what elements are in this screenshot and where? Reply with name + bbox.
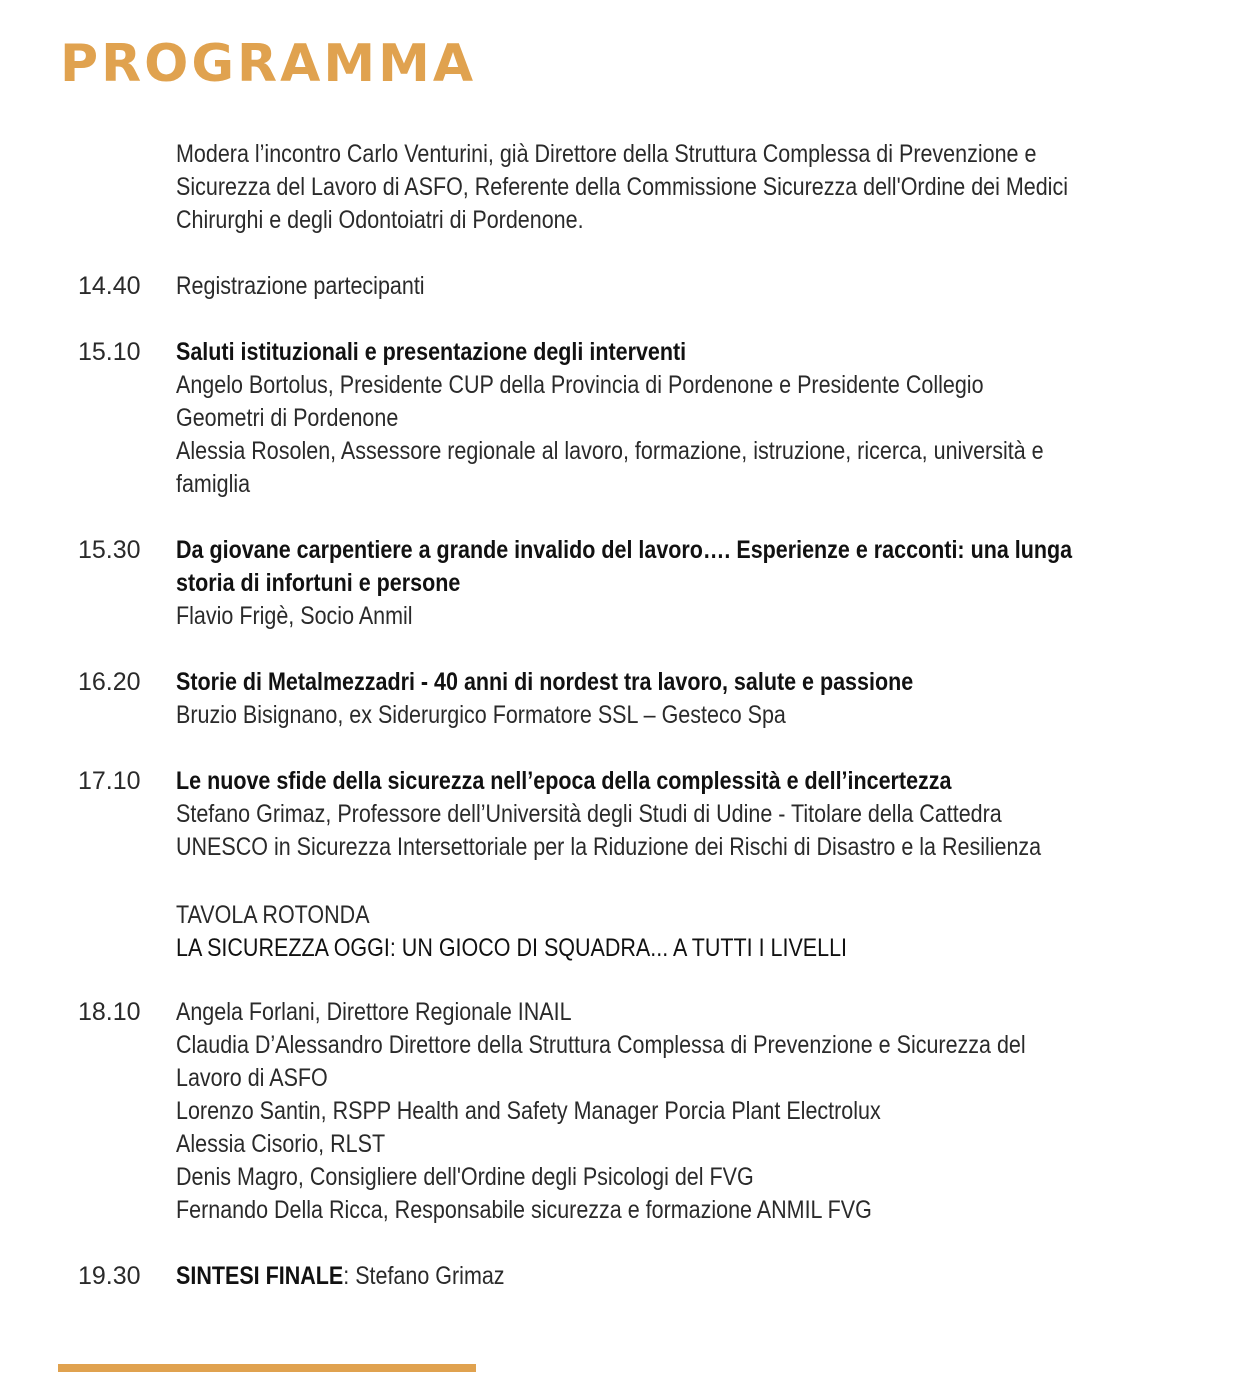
schedule-time: 18.10 (78, 998, 141, 1026)
closing-label: SINTESI FINALE (176, 1262, 344, 1290)
accent-divider (58, 1364, 476, 1372)
schedule-text: famiglia (176, 470, 251, 498)
schedule-text: Angelo Bortolus, Presidente CUP della Provincia di Pordenone e Presidente Collegio (176, 371, 984, 399)
schedule-text: Registrazione partecipanti (176, 272, 425, 300)
closing-text: : Stefano Grimaz (343, 1262, 505, 1290)
panelist: Claudia D’Alessandro Direttore della Struttura Complessa di Prevenzione e Sicurezza del (176, 1031, 1026, 1059)
schedule-time: 15.10 (78, 338, 141, 366)
round-table-heading (78, 899, 1198, 965)
schedule-time: 15.30 (78, 536, 141, 564)
panelist: Alessia Cisorio, RLST (176, 1130, 386, 1158)
page-title: PROGRAMMA (60, 34, 477, 94)
panelist: Lorenzo Santin, RSPP Health and Safety Manager Porcia Plant Electrolux (176, 1097, 881, 1125)
schedule-item (78, 666, 1198, 732)
schedule-text: Alessia Rosolen, Assessore regionale al lavoro, formazione, istruzione, ricerca, università e (176, 437, 1044, 465)
schedule-item (78, 996, 1198, 1227)
schedule-time: 16.20 (78, 668, 141, 696)
schedule-title: Saluti istituzionali e presentazione degli interventi (176, 338, 687, 366)
schedule-title: Da giovane carpentiere a grande invalido del lavoro…. Esperienze e racconti: una lunga (176, 536, 1073, 564)
intro-line: Chirurghi e degli Odontoiatri di Pordenone. (176, 206, 584, 234)
schedule-title: Storie di Metalmezzadri - 40 anni di nordest tra lavoro, salute e passione (176, 668, 914, 696)
schedule-text: Flavio Frigè, Socio Anmil (176, 602, 413, 630)
panelist: Denis Magro, Consigliere dell'Ordine degli Psicologi del FVG (176, 1163, 754, 1191)
round-table-title: LA SICUREZZA OGGI: UN GIOCO DI SQUADRA... A TUTTI I LIVELLI (176, 934, 848, 962)
schedule-time: 14.40 (78, 272, 141, 300)
moderator-intro (78, 138, 1198, 237)
schedule-text: Bruzio Bisignano, ex Siderurgico Formatore SSL – Gesteco Spa (176, 701, 786, 729)
programme-content (78, 138, 1198, 1293)
round-table-label: TAVOLA ROTONDA (176, 901, 370, 929)
schedule-item (78, 765, 1198, 864)
schedule-item (78, 534, 1198, 633)
schedule-item (78, 270, 1198, 303)
schedule-title: storia di infortuni e persone (176, 569, 461, 597)
intro-line: Sicurezza del Lavoro di ASFO, Referente della Commissione Sicurezza dell'Ordine dei Medici (176, 173, 1068, 201)
panelist: Fernando Della Ricca, Responsabile sicurezza e formazione ANMIL FVG (176, 1196, 872, 1224)
schedule-text: Geometri di Pordenone (176, 404, 399, 432)
panelist: Lavoro di ASFO (176, 1064, 328, 1092)
intro-line: Modera l’incontro Carlo Venturini, già Direttore della Struttura Complessa di Prevenzione e (176, 140, 1037, 168)
schedule-item (78, 336, 1198, 501)
schedule-text: Stefano Grimaz, Professore dell’Università degli Studi di Udine - Titolare della Cattedra (176, 800, 1002, 828)
schedule-time: 17.10 (78, 767, 141, 795)
schedule-text: UNESCO in Sicurezza Intersettoriale per la Riduzione dei Rischi di Disastro e la Resilienza (176, 833, 1042, 861)
panelist: Angela Forlani, Direttore Regionale INAIL (176, 998, 572, 1026)
schedule-time: 19.30 (78, 1262, 141, 1290)
schedule-title: Le nuove sfide della sicurezza nell’epoca della complessità e dell’incertezza (176, 767, 952, 795)
schedule-item (78, 1260, 1198, 1293)
